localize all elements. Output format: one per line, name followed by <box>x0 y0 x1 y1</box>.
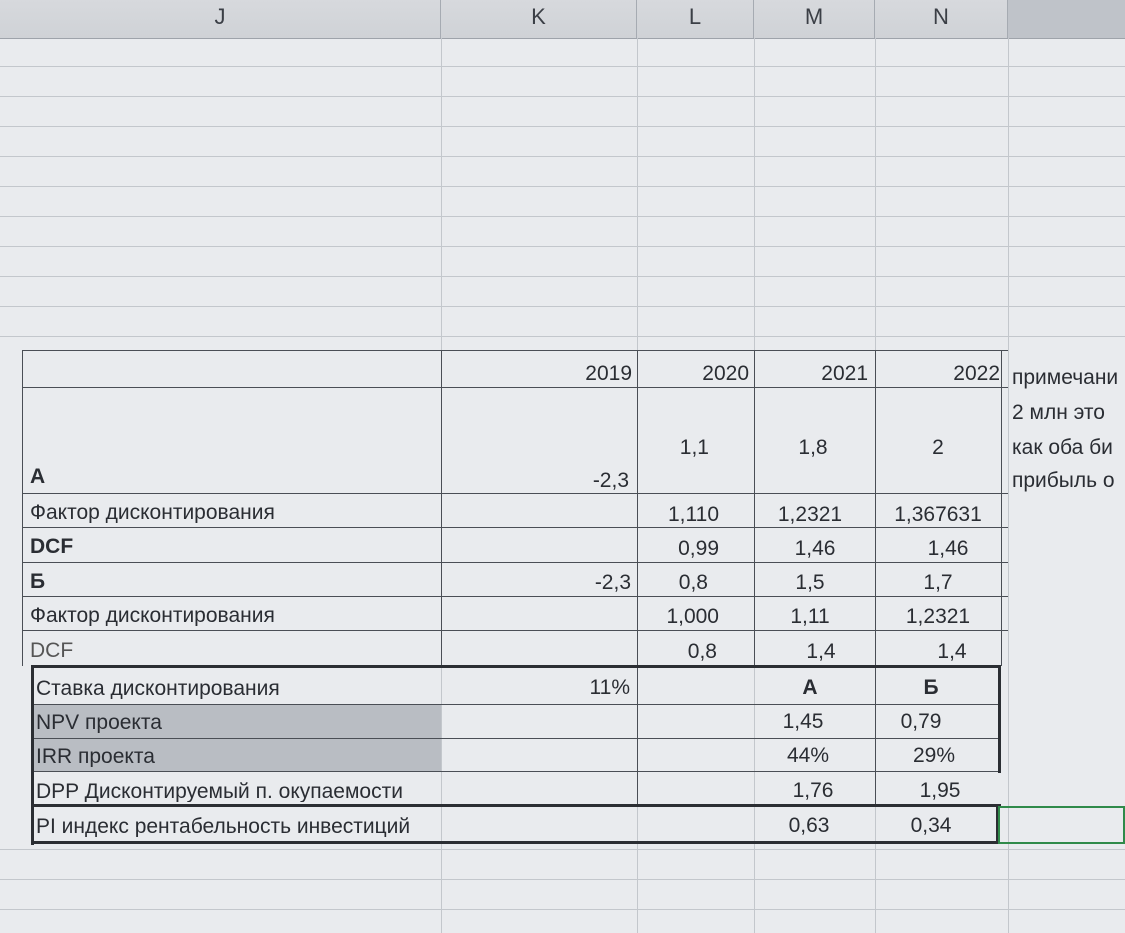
table-border <box>22 493 1008 494</box>
column-header-n[interactable]: N <box>875 0 1008 38</box>
summary-col-b[interactable]: Б <box>923 677 939 698</box>
summary-col-a[interactable]: А <box>802 677 818 698</box>
cell-b-2019[interactable]: -2,3 <box>594 572 631 593</box>
cell-b-dcf-2020[interactable]: 0,8 <box>687 641 717 662</box>
grid-row-line <box>0 66 1125 67</box>
dpp-a[interactable]: 1,76 <box>792 780 834 801</box>
grid-row-line <box>0 336 1125 337</box>
note-line[interactable]: 2 млн это <box>1012 401 1105 424</box>
pi-label[interactable]: PI индекс рентабельность инвестиций <box>36 816 411 837</box>
note-title[interactable]: примечани <box>1012 366 1119 389</box>
year-2020[interactable]: 2020 <box>702 363 749 384</box>
grid-row-line <box>0 909 1125 910</box>
cell-b-factor-2022[interactable]: 1,2321 <box>905 606 971 627</box>
cell-a-2020[interactable]: 1,1 <box>679 437 709 458</box>
table-border <box>22 630 1008 631</box>
rate-label[interactable]: Ставка дисконтирования <box>36 678 280 699</box>
table-thick-border <box>998 665 1001 773</box>
row-label-b-factor[interactable]: Фактор дисконтирования <box>30 605 275 626</box>
column-header-bar <box>0 0 1125 39</box>
row-label-a[interactable]: А <box>30 466 46 487</box>
table-thick-border <box>31 665 34 845</box>
column-header-l[interactable]: L <box>637 0 754 38</box>
pi-a[interactable]: 0,63 <box>788 815 830 836</box>
npv-label[interactable]: NPV проекта <box>36 712 162 733</box>
cell-a-dcf-2022[interactable]: 1,46 <box>927 538 969 559</box>
cell-b-2022[interactable]: 1,7 <box>923 572 953 593</box>
table-thick-border <box>31 804 1001 807</box>
year-2021[interactable]: 2021 <box>821 363 868 384</box>
year-2019[interactable]: 2019 <box>585 363 632 384</box>
row-label-b-dcf[interactable]: DCF <box>30 640 74 661</box>
cell-a-dcf-2020[interactable]: 0,99 <box>678 538 719 559</box>
grid-row-line <box>0 216 1125 217</box>
cell-a-factor-2022[interactable]: 1,367631 <box>894 504 982 525</box>
irr-a[interactable]: 44% <box>786 745 830 766</box>
row-label-a-dcf[interactable]: DCF <box>30 536 74 557</box>
table-border <box>22 562 1008 563</box>
cell-a-factor-2021[interactable]: 1,2321 <box>777 504 843 525</box>
note-line[interactable]: прибыль о <box>1012 469 1115 492</box>
cell-b-2021[interactable]: 1,5 <box>795 572 825 593</box>
grid-row-line <box>0 306 1125 307</box>
grid-row-line <box>0 276 1125 277</box>
grid-row-line <box>0 126 1125 127</box>
grid-col-line <box>1008 38 1009 933</box>
cell-b-factor-2021[interactable]: 1,11 <box>790 606 830 627</box>
grid-row-line <box>0 186 1125 187</box>
row-label-a-factor[interactable]: Фактор дисконтирования <box>30 502 275 523</box>
pi-b[interactable]: 0,34 <box>910 815 952 836</box>
cell-b-2020[interactable]: 0,8 <box>678 572 708 593</box>
cell-b-factor-2020[interactable]: 1,000 <box>666 606 719 627</box>
dpp-b[interactable]: 1,95 <box>919 780 961 801</box>
rate-value[interactable]: 11% <box>589 677 630 698</box>
cell-b-dcf-2021[interactable]: 1,4 <box>806 641 836 662</box>
irr-b[interactable]: 29% <box>912 745 956 766</box>
cell-a-2022[interactable]: 2 <box>932 437 944 458</box>
cell-a-dcf-2021[interactable]: 1,46 <box>794 538 836 559</box>
table-border <box>22 387 1008 388</box>
table-border <box>22 596 1008 597</box>
cell-b-dcf-2022[interactable]: 1,4 <box>937 641 967 662</box>
row-label-b[interactable]: Б <box>30 571 46 592</box>
table-border <box>33 771 1001 772</box>
table-border <box>22 350 23 666</box>
table-border <box>1001 350 1002 666</box>
table-border <box>22 350 1008 351</box>
column-header-o[interactable] <box>1008 0 1125 38</box>
cell-a-2021[interactable]: 1,8 <box>798 437 828 458</box>
table-border <box>33 704 1001 705</box>
irr-label[interactable]: IRR проекта <box>36 746 155 767</box>
grid-row-line <box>0 96 1125 97</box>
table-thick-border <box>31 841 999 844</box>
dpp-label[interactable]: DPP Дисконтируемый п. окупаемости <box>36 781 403 802</box>
table-border <box>33 738 1001 739</box>
column-header-j[interactable]: J <box>0 0 441 38</box>
grid-row-line <box>0 849 1125 850</box>
grid-row-line <box>0 156 1125 157</box>
year-2022[interactable]: 2022 <box>953 363 1000 384</box>
table-border <box>441 350 442 666</box>
grid-row-line <box>0 879 1125 880</box>
column-header-m[interactable]: M <box>754 0 875 38</box>
cell-selection[interactable] <box>998 806 1125 844</box>
column-header-k[interactable]: K <box>441 0 637 38</box>
note-line[interactable]: как оба би <box>1012 436 1113 459</box>
npv-a[interactable]: 1,45 <box>782 711 824 732</box>
npv-b[interactable]: 0,79 <box>900 711 942 732</box>
cell-a-factor-2020[interactable]: 1,110 <box>668 504 719 525</box>
table-border <box>22 527 1008 528</box>
cell-a-2019[interactable]: -2,3 <box>592 470 629 491</box>
table-thick-border <box>31 665 1001 668</box>
grid-row-line <box>0 246 1125 247</box>
